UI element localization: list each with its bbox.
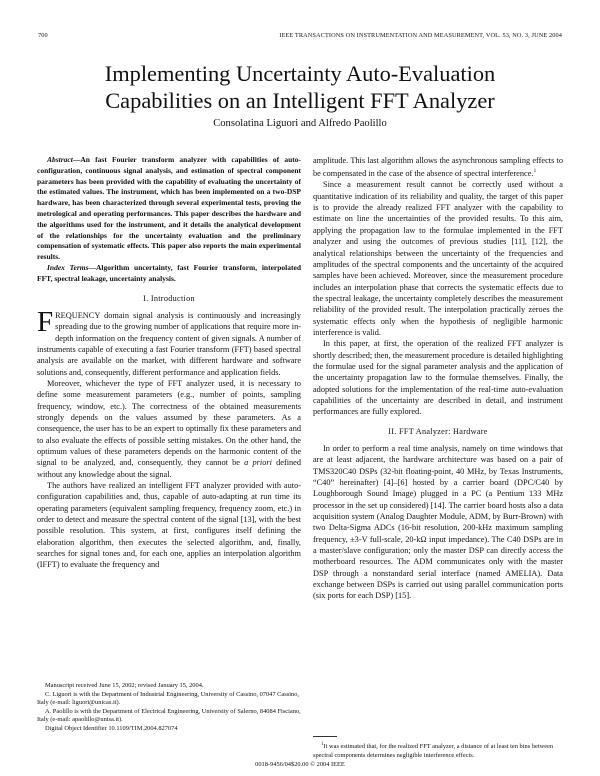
footnote-ref: 1 — [533, 168, 537, 175]
footnote-rule — [313, 736, 337, 737]
intro-paragraph-2 — [37, 378, 301, 480]
left-footnotes — [37, 682, 301, 734]
right-paragraph-3: In order to perform a real time analysis, namely on time windows that are at least adjacent, the hardware architecture was based on a pair of TMS320C40 DSPs (32-bit floating-point, 40 MHz, by Texas Instruments, “C40” hereinafter) [4]–[6] hosted by a carrier board (DPC/C40 by Loughborough Sound Image) plugged in a PC (a Pentium 133 MHz processor in the set up considered) [14]. The carrier board hosts also a data acquisition system (Analog Daughter Module, ADM, by Burr-Brown) with two Delta-Sigma ADCs (16-bit resolution, 200-kHz maximum sampling frequency, ±3-V full-scale, 20-kΩ input impedance). The C40 DSPs are in a master/slave configuration; only the master DSP can directly access the motherboard resources. The ADM communicates only with the master DSP through a nonstandard serial interface (named AMELIA). Data exchange between DSPs is carried out using parallel communication ports (six ports for each DSP) [15]. — [313, 444, 563, 601]
footnote-mark: 1 — [321, 742, 324, 747]
abstract-label: Abstract — [47, 155, 73, 164]
right-paragraph-2: In this paper, at first, the operation of the realized FFT analyzer is shortly described; then, the measurement procedure is detailed highlighting the formulae used for the signal parameter analysis and the application of the uncertainty propagation law to the formulae themselves. Finally, the adopted solutions for the implementation of the real-time auto-evaluation capabilities of the uncertainty are described in detail, and instrument performances are fully explored. — [313, 339, 563, 417]
footnote-manuscript: Manuscript received June 15, 2002; revised January 15, 2004. — [45, 682, 204, 689]
a-priori-italic: a priori — [244, 458, 272, 468]
title-line-1: Implementing Uncertainty Auto-Evaluation — [104, 61, 496, 86]
journal-header: IEEE TRANSACTIONS ON INSTRUMENTATION AND MEASUREMENT, VOL. 53, NO. 3, JUNE 2004 — [279, 32, 562, 39]
paper-title — [0, 60, 600, 114]
footnote-paolillo: A. Paolillo is with the Department of Electrical Engineering, University of Salerno, 84084 Fisciano, Italy (e-mail: apaolillo@unisa.it). — [37, 707, 301, 724]
intro-p2-end: defined without any knowledge about the signal. — [37, 458, 302, 479]
section-heading-introduction: I. Introduction — [143, 293, 195, 303]
drop-cap: F — [37, 305, 54, 338]
right-footnote — [313, 741, 563, 760]
footnote-doi: Digital Object Identifier 10.1109/TIM.2004.827074 — [45, 724, 178, 732]
title-line-2: Capabilities on an Intelligent FFT Analyzer — [105, 88, 495, 113]
abstract-text: —An fast Fourier transform analyzer with capabilities of auto-configuration, continuous signal analysis, and estimation of spectral component parameters has been provided with the capability of evaluating the uncertainty of the estimated values. The instrument, which has been implemented on a two-DSP hardware, has been characterized through several experimental tests, proving the metrological and operating performances. This paper describes the hardware and the algorithms used for the instrument, and it details the analytical development of the relationships for the uncertainty evaluation and the preliminary compensation of systematic effects. This paper also reports the main experimental results. — [37, 155, 301, 262]
section-heading-hardware: II. FFT Analyzer: Hardware — [388, 426, 488, 436]
intro-p1-text: REQUENCY domain signal analysis is continuously and increasingly spreading due to the growing number of applications that require more in-depth information on the frequency content of given signals. A number of instruments capable of executing a fast Fourier transform (FFT) based spectral analysis are available on the market, with different hardware and software solutions and, consequently, different performance and application fields. — [37, 310, 301, 377]
page-number: 700 — [38, 32, 48, 39]
left-column — [37, 155, 301, 571]
right-p0-text: amplitude. This last algorithm allows the asynchronous sampling effects to be compensated in the case of the absence of spectral interference. — [313, 156, 563, 179]
right-paragraph-1: Since a measurement result cannot be correctly used without a quantitative indication of its reliability and quality, the target of this paper is to provide the already realized FFT analyzer with the capability to estimate on line the uncertainties of the provided results. To this aim, applying the propagation law to the formulae implemented in the FFT analyzer and using the outcomes of previous studies [11], [12], the analytical relationships between the uncertainty of the frequencies and amplitudes of the spectral components and the uncertainty of the acquired samples have been achieved. Moreover, since the measurement procedure includes an interpolation phase that corrects the systematic effects due to the spectral leakage, the uncertainty completely describes the measurement reliability of the provided result. The interpolation practically zeroes the systematic effects only when the hypothesis of negligible harmonic interference is valid. — [313, 180, 563, 337]
index-terms-text: —Algorithm uncertainty, fast Fourier transform, interpolated FFT, spectral leakage, uncertainty analysis. — [37, 262, 302, 283]
footnote-liguori: C. Liguori is with the Department of Industrial Engineering, University of Cassino, 07047 Cassino, Italy (e-mail: liguori@unicas.it). — [37, 690, 299, 707]
right-column — [313, 155, 563, 602]
intro-paragraph-1 — [37, 305, 301, 378]
intro-paragraph-3: The authors have realized an intelligent FFT analyzer provided with auto-configuration capabilities and, thus, capable of auto-adapting at run time its operating parameters (equivalent sampling frequency, frequency zoom, etc.) in order to detect and measure the spectral content of the signal [13], with the best possible resolution. This system, at first, configures itself defining the elaboration algorithm, then executes the selected algorithm, and, finally, searches for signal tones and, for each one, applies an interpolation algorithm (IFFT) to evaluate the frequency and — [37, 481, 301, 570]
page-footer: 0018-9456/04$20.00 © 2004 IEEE — [255, 761, 345, 768]
abstract — [37, 155, 301, 263]
index-terms-label: Index Terms — [47, 262, 89, 272]
right-paragraph-0 — [313, 155, 563, 179]
intro-p2-text: Moreover, whichever the type of FFT analyzer used, it is necessary to define some measurement parameters (e.g., number of points, sampling frequency, window, etc.). The correctness of the obtained measurements strongly depends on the values assumed by these parameters. As a consequence, the user has to be an expert to optimally fix these parameters and to also evaluate the effects of possible setting mistakes. On the other hand, the optimum values of these parameters depends on the harmonic content of the signal to be analyzed, and, consequently, they cannot be — [37, 378, 301, 468]
authors: Consolatina Liguori and Alfredo Paolillo — [213, 118, 387, 129]
index-terms — [37, 263, 301, 285]
footnote-text: It was estimated that, for the realized FFT analyzer, a distance of at least ten bins between spectral components determines negligible interference effects. — [313, 743, 554, 759]
